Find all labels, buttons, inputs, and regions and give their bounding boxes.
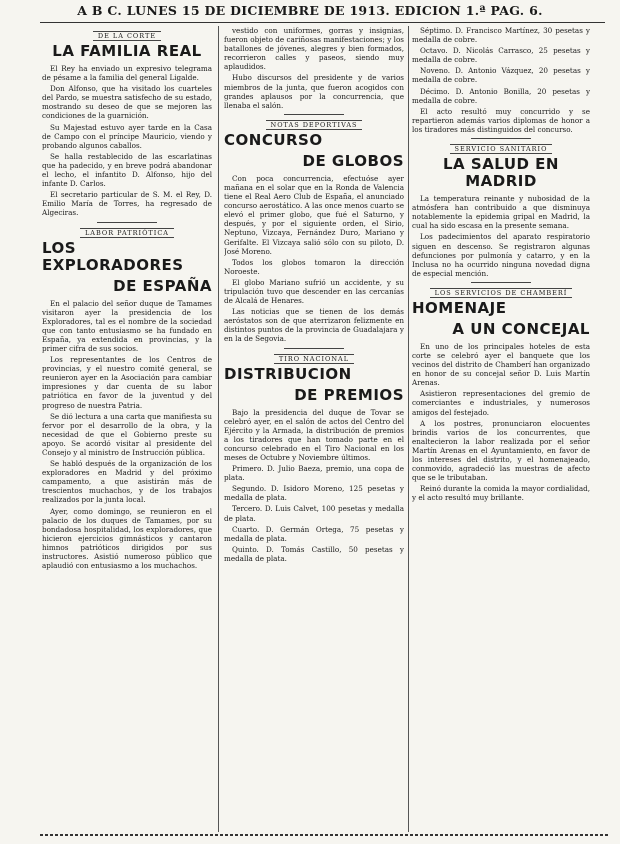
article-paragraph: Décimo. D. Antonio Bonilla, 20 pesetas y medalla de cobre. [412, 86, 590, 105]
column-rule-1 [218, 26, 219, 832]
headline-salud: LA SALUD EN MADRID [443, 155, 559, 191]
headline-concurso: CONCURSO [224, 130, 323, 149]
article-paragraph: Con poca concurrencia, efectuóse ayer mañana en el solar que en la Ronda de Valencia tiene el Real Aero Club de España, el anunciado concurso aerostático. A las once menos cuarto se elevó el primer globo, que fué el Saturno, y después, y por el siguiente orden, el Sirio, Neptuno, Vizcaya, Fernández Duro, Mariano y Gerifalte. El Vizcaya salió sólo con su piloto, D. José Moreno. [224, 173, 404, 256]
column-3 [412, 26, 590, 834]
article-paragraph: Las noticias que se tienen de los demás aeróstatos son de que aterrizaron felizmente en distintos puntos de la provincia de Guadalajara y en la de Segovia. [224, 307, 404, 344]
divider [471, 138, 531, 139]
bottom-rule [40, 834, 610, 836]
column-1 [42, 26, 212, 834]
headline-familia-real: LA FAMILIA REAL [52, 42, 202, 60]
article-paragraph: Se dió lectura a una carta que manifiesta su fervor por el desarrollo de la obra, y la necesidad de que el Gobierno preste su apoyo. Se acordó visitar al presidente del Consejo y al ministro de Instrucción pública. [42, 411, 212, 457]
section-kicker: LOS SERVICIOS DE CHAMBERÍ [412, 289, 590, 297]
article-paragraph: El acto resultó muy concurrido y se repartieron además varios diplomas de honor a los tiradores más distinguidos del concurso. [412, 106, 590, 134]
masthead: A B C. LUNES 15 DE DICIEMBRE DE 1913. EDICION 1.ª PAG. 6. [77, 3, 543, 18]
divider [97, 222, 157, 223]
article-paragraph: Su Majestad estuvo ayer tarde en la Casa de Campo con el príncipe Mauricio, viendo y probando algunos caballos. [42, 122, 212, 150]
article-paragraph: A los postres, pronunciaron elocuentes brindis varios de los concurrentes, que enaltecieron la labor realizada por el señor Martín Arenas en el Ayuntamiento, en favor de los intereses del distrito, y el homenajeado, conmovido, agradeció las muestras de afecto que se le tributaban. [412, 418, 590, 483]
article-paragraph: El Rey ha enviado un expresivo telegrama de pésame a la familia del general Ligalde. [42, 64, 212, 83]
article-paragraph: El globo Mariano sufrió un accidente, y su tripulación tuvo que descender en las cercanías de Alcalá de Henares. [224, 277, 404, 306]
article-paragraph: Los representantes de los Centros de provincias, y el nuestro comité general, se reunieron ayer en la Asociación para cambiar impresiones y dar cuenta de su labor patriótica en favor de la juventud y del progreso de nuestra Patria. [42, 355, 212, 410]
divider [284, 114, 344, 115]
headline-concurso-2: DE GLOBOS [302, 151, 404, 170]
article-paragraph: Octavo. D. Nicolás Carrasco, 25 pesetas y medalla de cobre. [412, 46, 590, 65]
article-paragraph: Bajo la presidencia del duque de Tovar se celebró ayer, en el salón de actos del Centro del Ejército y la Armada, la distribución de premios a los tiradores que han tomado parte en el concurso celebrado en el Tiro Nacional en los meses de Octubre y Noviembre últimos. [224, 407, 404, 462]
article-paragraph: Se habló después de la organización de los exploradores en Madrid y del próximo campamento, a que asistirán más de trescientos muchachos, y de los trabajos realizados por la junta local. [42, 459, 212, 505]
section-kicker: LABOR PATRIÓTICA [42, 229, 212, 237]
article-paragraph: Asistieron representaciones del gremio de comerciantes e industriales, y numerosos amigos del festejado. [412, 389, 590, 417]
headline-distribucion-2: DE PREMIOS [294, 385, 404, 404]
article-paragraph: El secretario particular de S. M. el Rey, D. Emilio María de Torres, ha regresado de Algeciras. [42, 190, 212, 218]
article-paragraph: Don Alfonso, que ha visitado los cuarteles del Pardo, se muestra satisfecho de su estado, mostrando su deseo de que se mejoren las condiciones de la guarnición. [42, 84, 212, 121]
column-rule-2 [408, 26, 409, 832]
article-paragraph: Hubo discursos del presidente y de varios miembros de la junta, que fueron acogidos con grandes aplausos por la concurrencia, que llenaba el salón. [224, 73, 404, 110]
article-paragraph: Séptimo. D. Francisco Martínez, 30 pesetas y medalla de cobre. [412, 26, 590, 45]
masthead-rule [40, 22, 605, 23]
article-paragraph: Noveno. D. Antonio Vázquez, 20 pesetas y medalla de cobre. [412, 66, 590, 85]
divider [471, 282, 531, 283]
article-paragraph: Primero. D. Julio Baeza, premio, una copa de plata. [224, 464, 404, 483]
section-kicker: DE LA CORTE [42, 32, 212, 40]
article-paragraph: En el palacio del señor duque de Tamames visitaron ayer la presidencia de los Exploradores, tal es el nombre de la sociedad que con tanto entusiasmo se ha fundado en España, ya extendida en provincias, y la primer cifra de sus socios. [42, 298, 212, 353]
article-paragraph: Reinó durante la comida la mayor cordialidad, y el acto resultó muy brillante. [412, 484, 590, 503]
headline-exploradores-2: DE ESPAÑA [113, 276, 212, 295]
article-paragraph: Los padecimientos del aparato respiratorio siguen en descenso. Se registraron algunas defunciones por pulmonía y catarro, y en la Inclusa no ha ocurrido ninguna novedad digna de especial mención. [412, 232, 590, 278]
headline-homenaje: HOMENAJE [412, 298, 507, 317]
article-paragraph: Tercero. D. Luis Calvet, 100 pesetas y medalla de plata. [224, 504, 404, 523]
article-paragraph: Se halla restablecido de las escarlatinas que ha padecido, y en breve podrá abandonar el lecho, el infantito D. Alfonso, hijo del infante D. Carlos. [42, 151, 212, 189]
article-paragraph: En uno de los principales hoteles de esta corte se celebró ayer el banquete que los vecinos del distrito de Chamberí han organizado en honor de su concejal señor D. Luis Martín Arenas. [412, 341, 590, 388]
section-kicker: NOTAS DEPORTIVAS [224, 121, 404, 129]
article-paragraph: Ayer, como domingo, se reunieron en el palacio de los duques de Tamames, por su bondadosa hospitalidad, los exploradores, que hicieron ejercicios gimnásticos y cantaron himnos patrióticos dirigidos por sus instructores. Asistió numeroso público que aplaudió con entusiasmo a los muchachos. [42, 506, 212, 571]
headline-homenaje-2: A UN CONCEJAL [452, 319, 590, 338]
section-kicker: TIRO NACIONAL [224, 355, 404, 363]
divider [284, 348, 344, 349]
article-paragraph: vestido con uniformes, gorras y insignias, fueron objeto de cariñosas manifestaciones; y los batallones de jóvenes, alegres y bien formados, recorrieron calles y paseos, siendo muy aplaudidos. [224, 26, 404, 72]
headline-exploradores: LOS EXPLORADORES [42, 238, 184, 274]
article-paragraph: Quinto. D. Tomás Castillo, 50 pesetas y medalla de plata. [224, 544, 404, 563]
article-paragraph: Cuarto. D. Germán Ortega, 75 pesetas y medalla de plata. [224, 524, 404, 543]
article-paragraph: La temperatura reinante y nubosidad de la atmósfera han contribuido a que disminuya notablemente la epidemia gripal en Madrid, la cual ha sido escasa en la presente semana. [412, 194, 590, 231]
section-kicker: SERVICIO SANITARIO [412, 145, 590, 153]
article-paragraph: Todos los globos tomaron la dirección Noroeste. [224, 257, 404, 276]
headline-distribucion: DISTRIBUCION [224, 364, 352, 383]
article-paragraph: Segundo. D. Isidoro Moreno, 125 pesetas y medalla de plata. [224, 484, 404, 503]
column-2 [224, 26, 404, 834]
